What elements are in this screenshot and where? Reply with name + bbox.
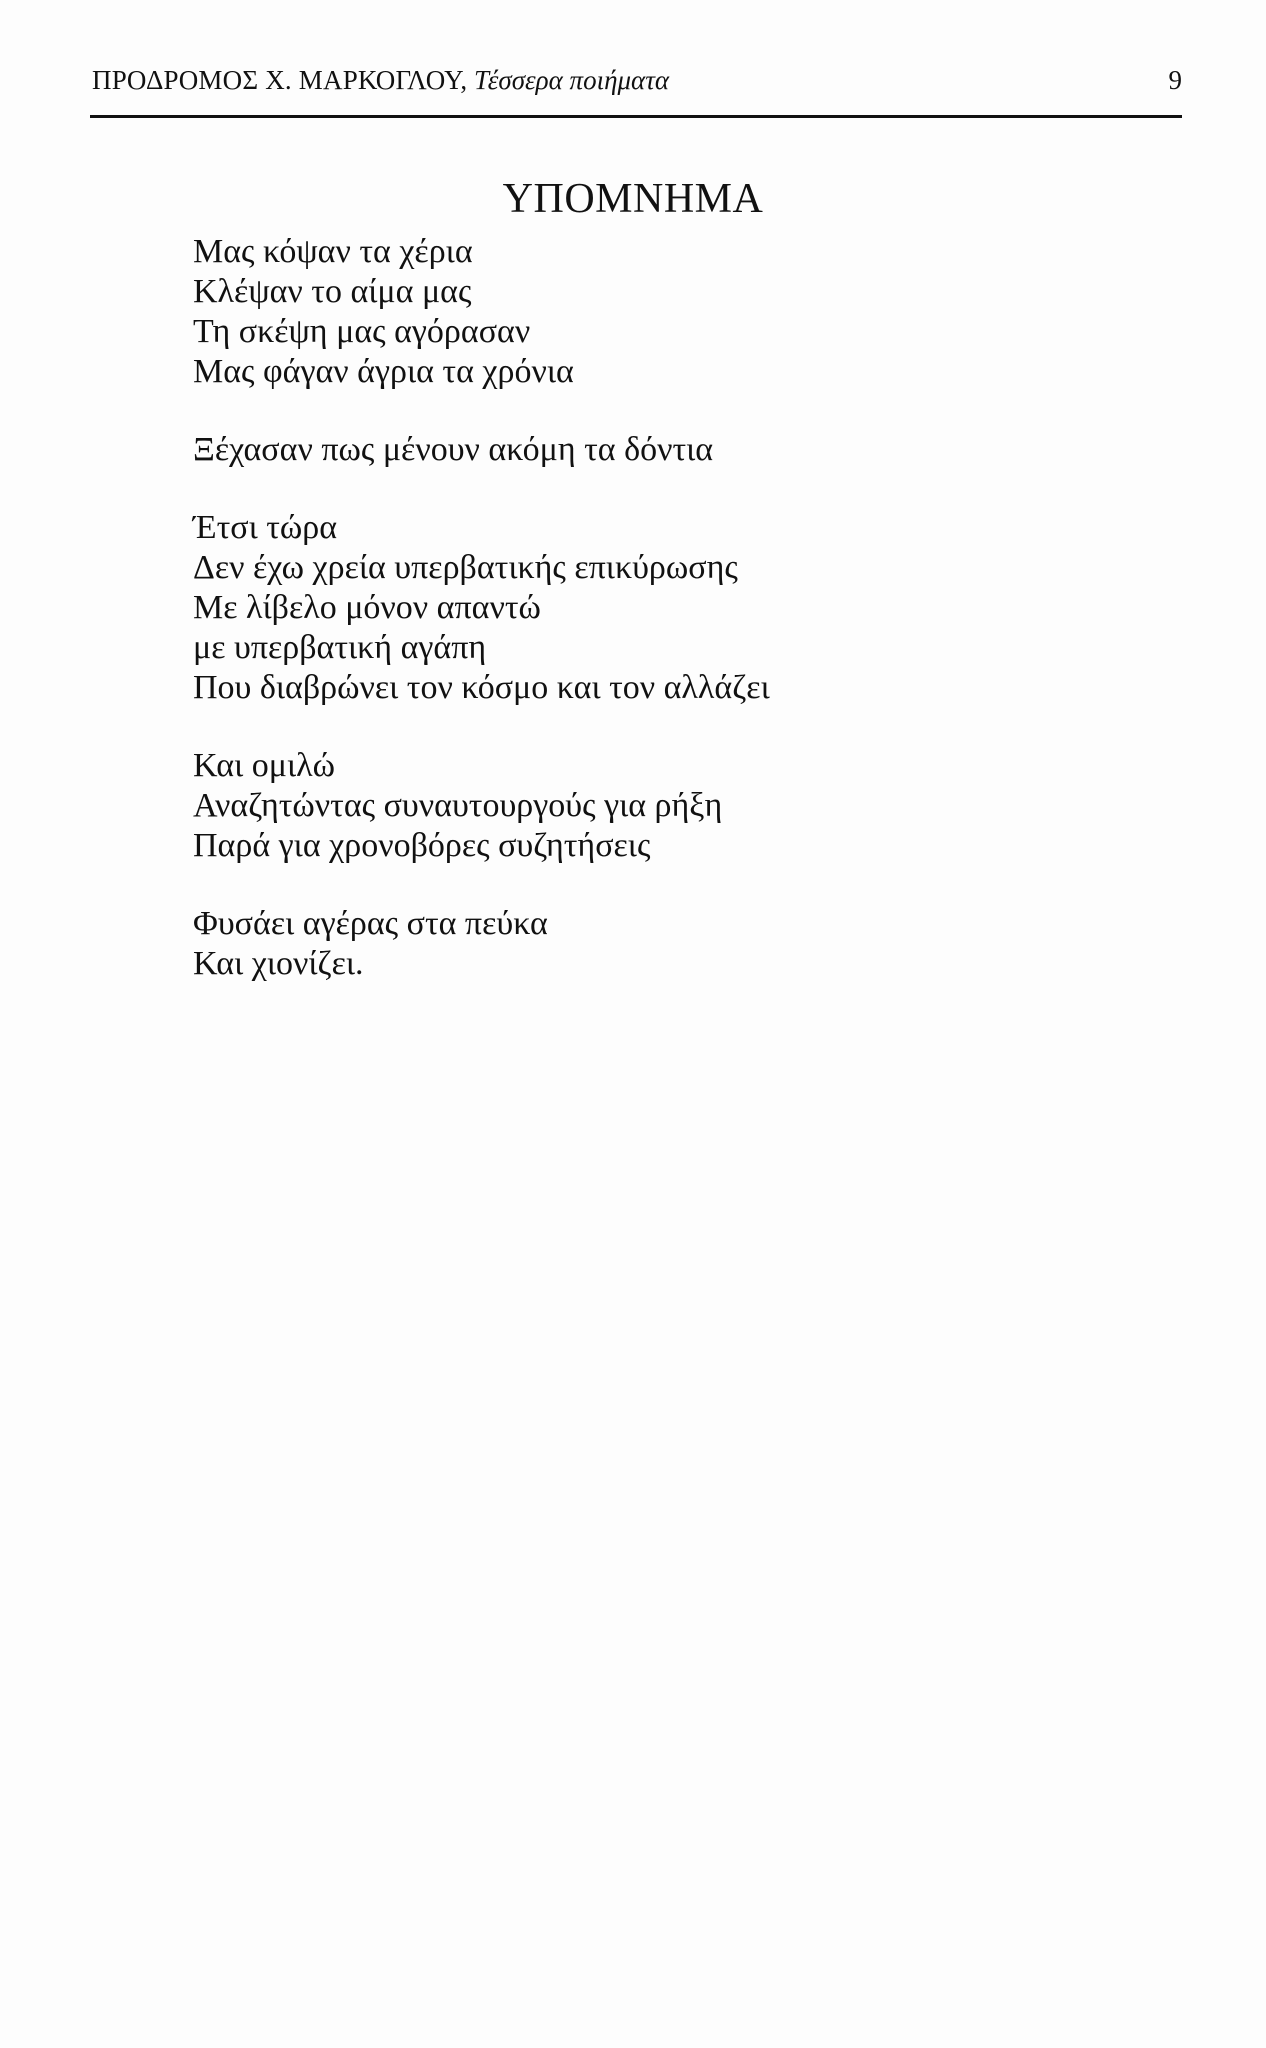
poem-line: Και ομιλώ <box>193 747 335 784</box>
poem-line: Κλέψαν το αίμα μας <box>193 273 472 310</box>
poem-line: Τη σκέψη μας αγόρασαν <box>193 313 531 350</box>
poem-line: Μας φάγαν άγρια τα χρόνια <box>193 353 574 390</box>
poem-line: Μας κόψαν τα χέρια <box>193 233 473 270</box>
poem-body <box>193 232 1093 1022</box>
stanza <box>193 508 1093 708</box>
stanza <box>193 904 1093 984</box>
page-number: 9 <box>1168 65 1182 95</box>
poem-line: με υπερβατική αγάπη <box>193 629 487 666</box>
poem-line: Ξέχασαν πως μένουν ακόμη τα δόντια <box>193 431 714 468</box>
running-header <box>92 60 1182 100</box>
poem-line: Με λίβελο μόνον απαντώ <box>193 589 541 626</box>
poem-line: Παρά για χρονοβόρες συζητήσεις <box>193 827 651 864</box>
poem-title: ΥΠΟΜΝΗΜΑ <box>502 176 764 223</box>
header-author: ΠΡΟΔΡΟΜΟΣ Χ. ΜΑΡΚΟΓΛΟΥ, <box>92 65 468 95</box>
stanza <box>193 430 1093 470</box>
poem-line: Που διαβρώνει τον κόσμο και τον αλλάζει <box>193 669 770 706</box>
header-rule <box>90 115 1182 118</box>
poem-line: Δεν έχω χρεία υπερβατικής επικύρωσης <box>193 549 738 586</box>
poem-line: Και χιονίζει. <box>193 945 364 982</box>
stanza <box>193 232 1093 392</box>
stanza <box>193 746 1093 866</box>
poem-line: Φυσάει αγέρας στα πεύκα <box>193 905 548 942</box>
header-work-title: Τέσσερα ποιήματα <box>474 65 670 95</box>
poem-line: Αναζητώντας συναυτουργούς για ρήξη <box>193 787 723 824</box>
poem-line: Έτσι τώρα <box>193 509 338 546</box>
